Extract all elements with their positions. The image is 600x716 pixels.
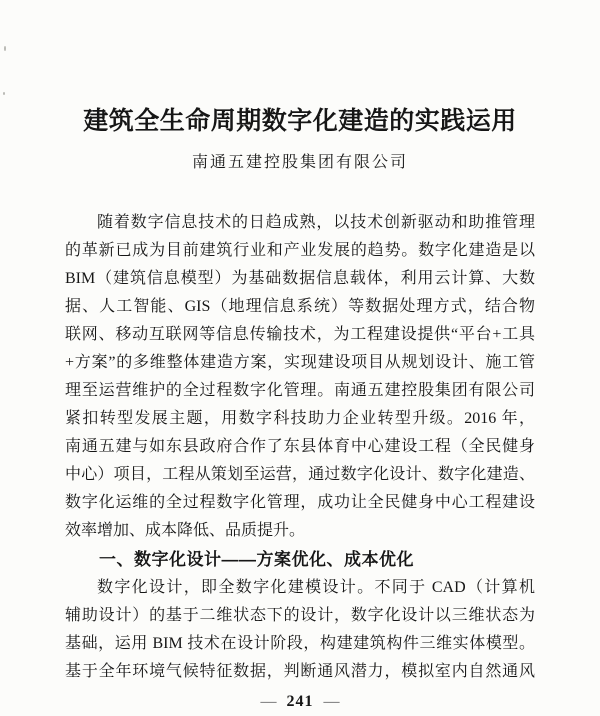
section-heading-1: 一、数字化设计——方案优化、成本优化 (99, 550, 414, 569)
text-line: 联网、移动互联网等信息传输技术，为工程建设提供“平台+工具 (65, 326, 535, 343)
author-line: 南通五建控股集团有限公司 (191, 154, 408, 171)
text-line: 数字化运维的全过程数字化管理，成功让全民健身中心工程建设 (65, 494, 535, 511)
text-line: 数字化设计，即全数字化建模设计。不同于 CAD（计算机 (97, 579, 535, 596)
paragraph-2 (65, 574, 535, 686)
scan-speckle (4, 46, 6, 51)
text-line: 的革新已成为目前建筑行业和产业发展的趋势。数字化建造是以 (65, 242, 535, 259)
scan-speckle (3, 92, 5, 95)
footer-right-dash: — (323, 693, 340, 710)
text-line: 理至运营维护的全过程数字化管理。南通五建控股集团有限公司 (65, 382, 535, 399)
text-line: 据、人工智能、GIS（地理信息系统）等数据处理方式，结合物 (65, 298, 535, 315)
footer-left-dash: — (260, 693, 277, 710)
text-line: 南通五建与如东县政府合作了东县体育中心建设工程（全民健身 (65, 438, 535, 455)
page-number: 241 (286, 693, 314, 710)
text-line: 辅助设计）的基于二维状态下的设计，数字化设计以三维状态为 (65, 607, 535, 624)
text-line: +方案”的多维整体建造方案，实现建设项目从规划设计、施工管 (65, 354, 535, 371)
text-line: 基于全年环境气候特征数据，判断通风潜力，模拟室内自然通风 (65, 663, 535, 680)
text-line: 效率增加、成本降低、品质提升。 (65, 522, 306, 539)
text-line: 紧扣转型发展主题，用数字科技助力企业转型升级。2016 年， (65, 410, 535, 427)
text-line: 基础，运用 BIM 技术在设计阶段，构建建筑构件三维实体模型。 (65, 635, 535, 652)
document-title: 建筑全生命周期数字化建造的实践运用 (83, 107, 517, 135)
text-line: BIM（建筑信息模型）为基础数据信息载体，利用云计算、大数 (65, 270, 535, 287)
text-line: 中心）项目，工程从策划至运营，通过数字化设计、数字化建造、 (65, 466, 535, 483)
text-line: 随着数字信息技术的日趋成熟，以技术创新驱动和助推管理 (97, 214, 535, 231)
paragraph-1 (65, 209, 535, 545)
page-footer (0, 691, 600, 713)
